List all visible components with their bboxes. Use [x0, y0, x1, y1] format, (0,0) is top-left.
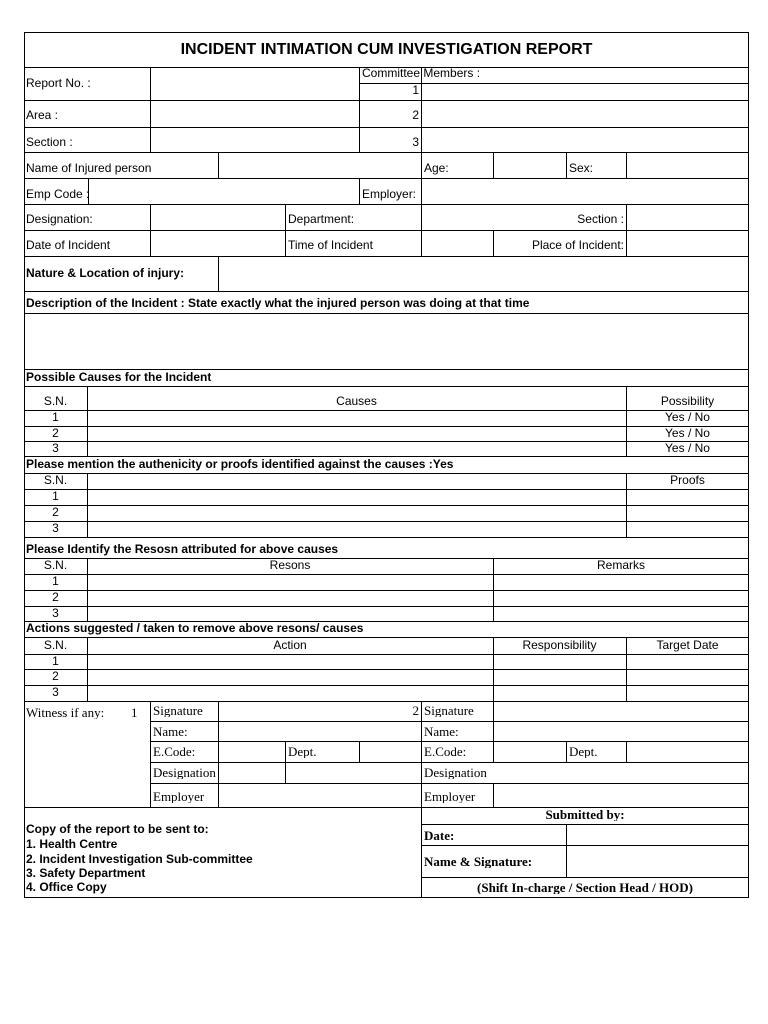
form-title: INCIDENT INTIMATION CUM INVESTIGATION REPORT: [180, 41, 593, 58]
proofs-col-proofs: Proofs: [670, 474, 705, 487]
reasons-section-title: Please Identify the Resosn attributed for above causes: [26, 543, 339, 556]
department-label: Department:: [288, 213, 355, 226]
causes-col-sn: S.N.: [43, 395, 68, 408]
injured-name-label: Name of Injured person: [26, 162, 152, 175]
witness-designation-label: Designation: [424, 766, 487, 779]
causes-row-sn: 3: [52, 442, 59, 455]
nature-location-label: Nature & Location of injury:: [26, 267, 185, 280]
date-label: Date:: [424, 829, 455, 842]
causes-row-possibility: Yes / No: [665, 411, 710, 424]
committee-member-number: 1: [412, 84, 419, 97]
section-label: Section :: [26, 136, 73, 149]
witness-designation-label: Designation: [153, 766, 216, 779]
reasons-col-reasons: Resons: [269, 559, 311, 572]
shift-incharge-label: (Shift In-charge / Section Head / HOD): [477, 881, 693, 894]
committee-members-label: Committee Members :: [362, 67, 481, 80]
witness-signature-label: Signature: [153, 704, 203, 717]
copy-list-item: 4. Office Copy: [26, 881, 107, 894]
sex-label: Sex:: [569, 162, 594, 175]
time-of-incident-label: Time of Incident: [288, 239, 373, 252]
proofs-row-sn: 3: [52, 522, 59, 535]
causes-row-possibility: Yes / No: [665, 427, 710, 440]
witness-signature-label: Signature: [424, 704, 474, 717]
designation-label: Designation:: [26, 213, 93, 226]
copy-list-title: Copy of the report to be sent to:: [26, 823, 209, 836]
description-label: Description of the Incident : State exactly what the injured person was doing at that time: [26, 297, 530, 310]
actions-section-title: Actions suggested / taken to remove above resons/ causes: [26, 622, 364, 635]
witness-employer-label: Employer: [424, 790, 476, 803]
submitted-by-label: Submitted by:: [545, 808, 625, 821]
witness-ecode-label: E.Code:: [153, 745, 196, 758]
actions-row-sn: 3: [52, 686, 59, 699]
date-of-incident-label: Date of Incident: [26, 239, 111, 252]
causes-row-possibility: Yes / No: [665, 442, 710, 455]
copy-list-item: 3. Safety Department: [26, 867, 146, 880]
reasons-row-sn: 3: [52, 607, 59, 620]
reasons-col-sn: S.N.: [43, 559, 68, 572]
copy-list-item: 1. Health Centre: [26, 838, 118, 851]
committee-member-number: 3: [412, 136, 419, 149]
witness-dept-label: Dept.: [569, 745, 598, 758]
witness-number: 2: [412, 704, 419, 717]
actions-row-sn: 1: [52, 655, 59, 668]
proofs-row-sn: 1: [52, 490, 59, 503]
witness-ecode-label: E.Code:: [424, 745, 467, 758]
causes-row-sn: 2: [52, 427, 59, 440]
emp-code-label: Emp Code :: [26, 188, 90, 201]
area-label: Area :: [26, 109, 59, 122]
witness-employer-label: Employer: [153, 790, 205, 803]
reasons-row-sn: 1: [52, 575, 59, 588]
committee-member-number: 2: [412, 109, 419, 122]
proofs-row-sn: 2: [52, 506, 59, 519]
causes-section-title: Possible Causes for the Incident: [26, 371, 212, 384]
name-signature-label: Name & Signature:: [424, 855, 533, 868]
witness-number: 1: [131, 706, 138, 719]
report-no-label: Report No. :: [26, 77, 91, 90]
place-of-incident-label: Place of Incident:: [531, 239, 624, 252]
incident-report-form: [24, 32, 749, 898]
copy-list-item: 2. Incident Investigation Sub-committee: [26, 853, 253, 866]
witness-name-label: Name:: [153, 725, 188, 738]
causes-row-sn: 1: [52, 411, 59, 424]
actions-row-sn: 2: [52, 670, 59, 683]
witness-dept-label: Dept.: [288, 745, 317, 758]
actions-col-target-date: Target Date: [656, 639, 719, 652]
proofs-col-sn: S.N.: [43, 474, 68, 487]
reasons-row-sn: 2: [52, 591, 59, 604]
age-label: Age:: [424, 162, 449, 175]
witness-name-label: Name:: [424, 725, 459, 738]
reasons-col-remarks: Remarks: [596, 559, 645, 572]
section-label-2: Section :: [577, 213, 624, 226]
causes-col-possibility: Possibility: [660, 395, 715, 408]
causes-col-causes: Causes: [336, 395, 377, 408]
witness-label: Witness if any:: [26, 706, 105, 719]
actions-col-action: Action: [273, 639, 307, 652]
proofs-section-title: Please mention the authenicity or proofs identified against the causes :Yes: [26, 458, 454, 471]
employer-label: Employer:: [362, 188, 417, 201]
actions-col-responsibility: Responsibility: [522, 639, 597, 652]
actions-col-sn: S.N.: [43, 639, 68, 652]
